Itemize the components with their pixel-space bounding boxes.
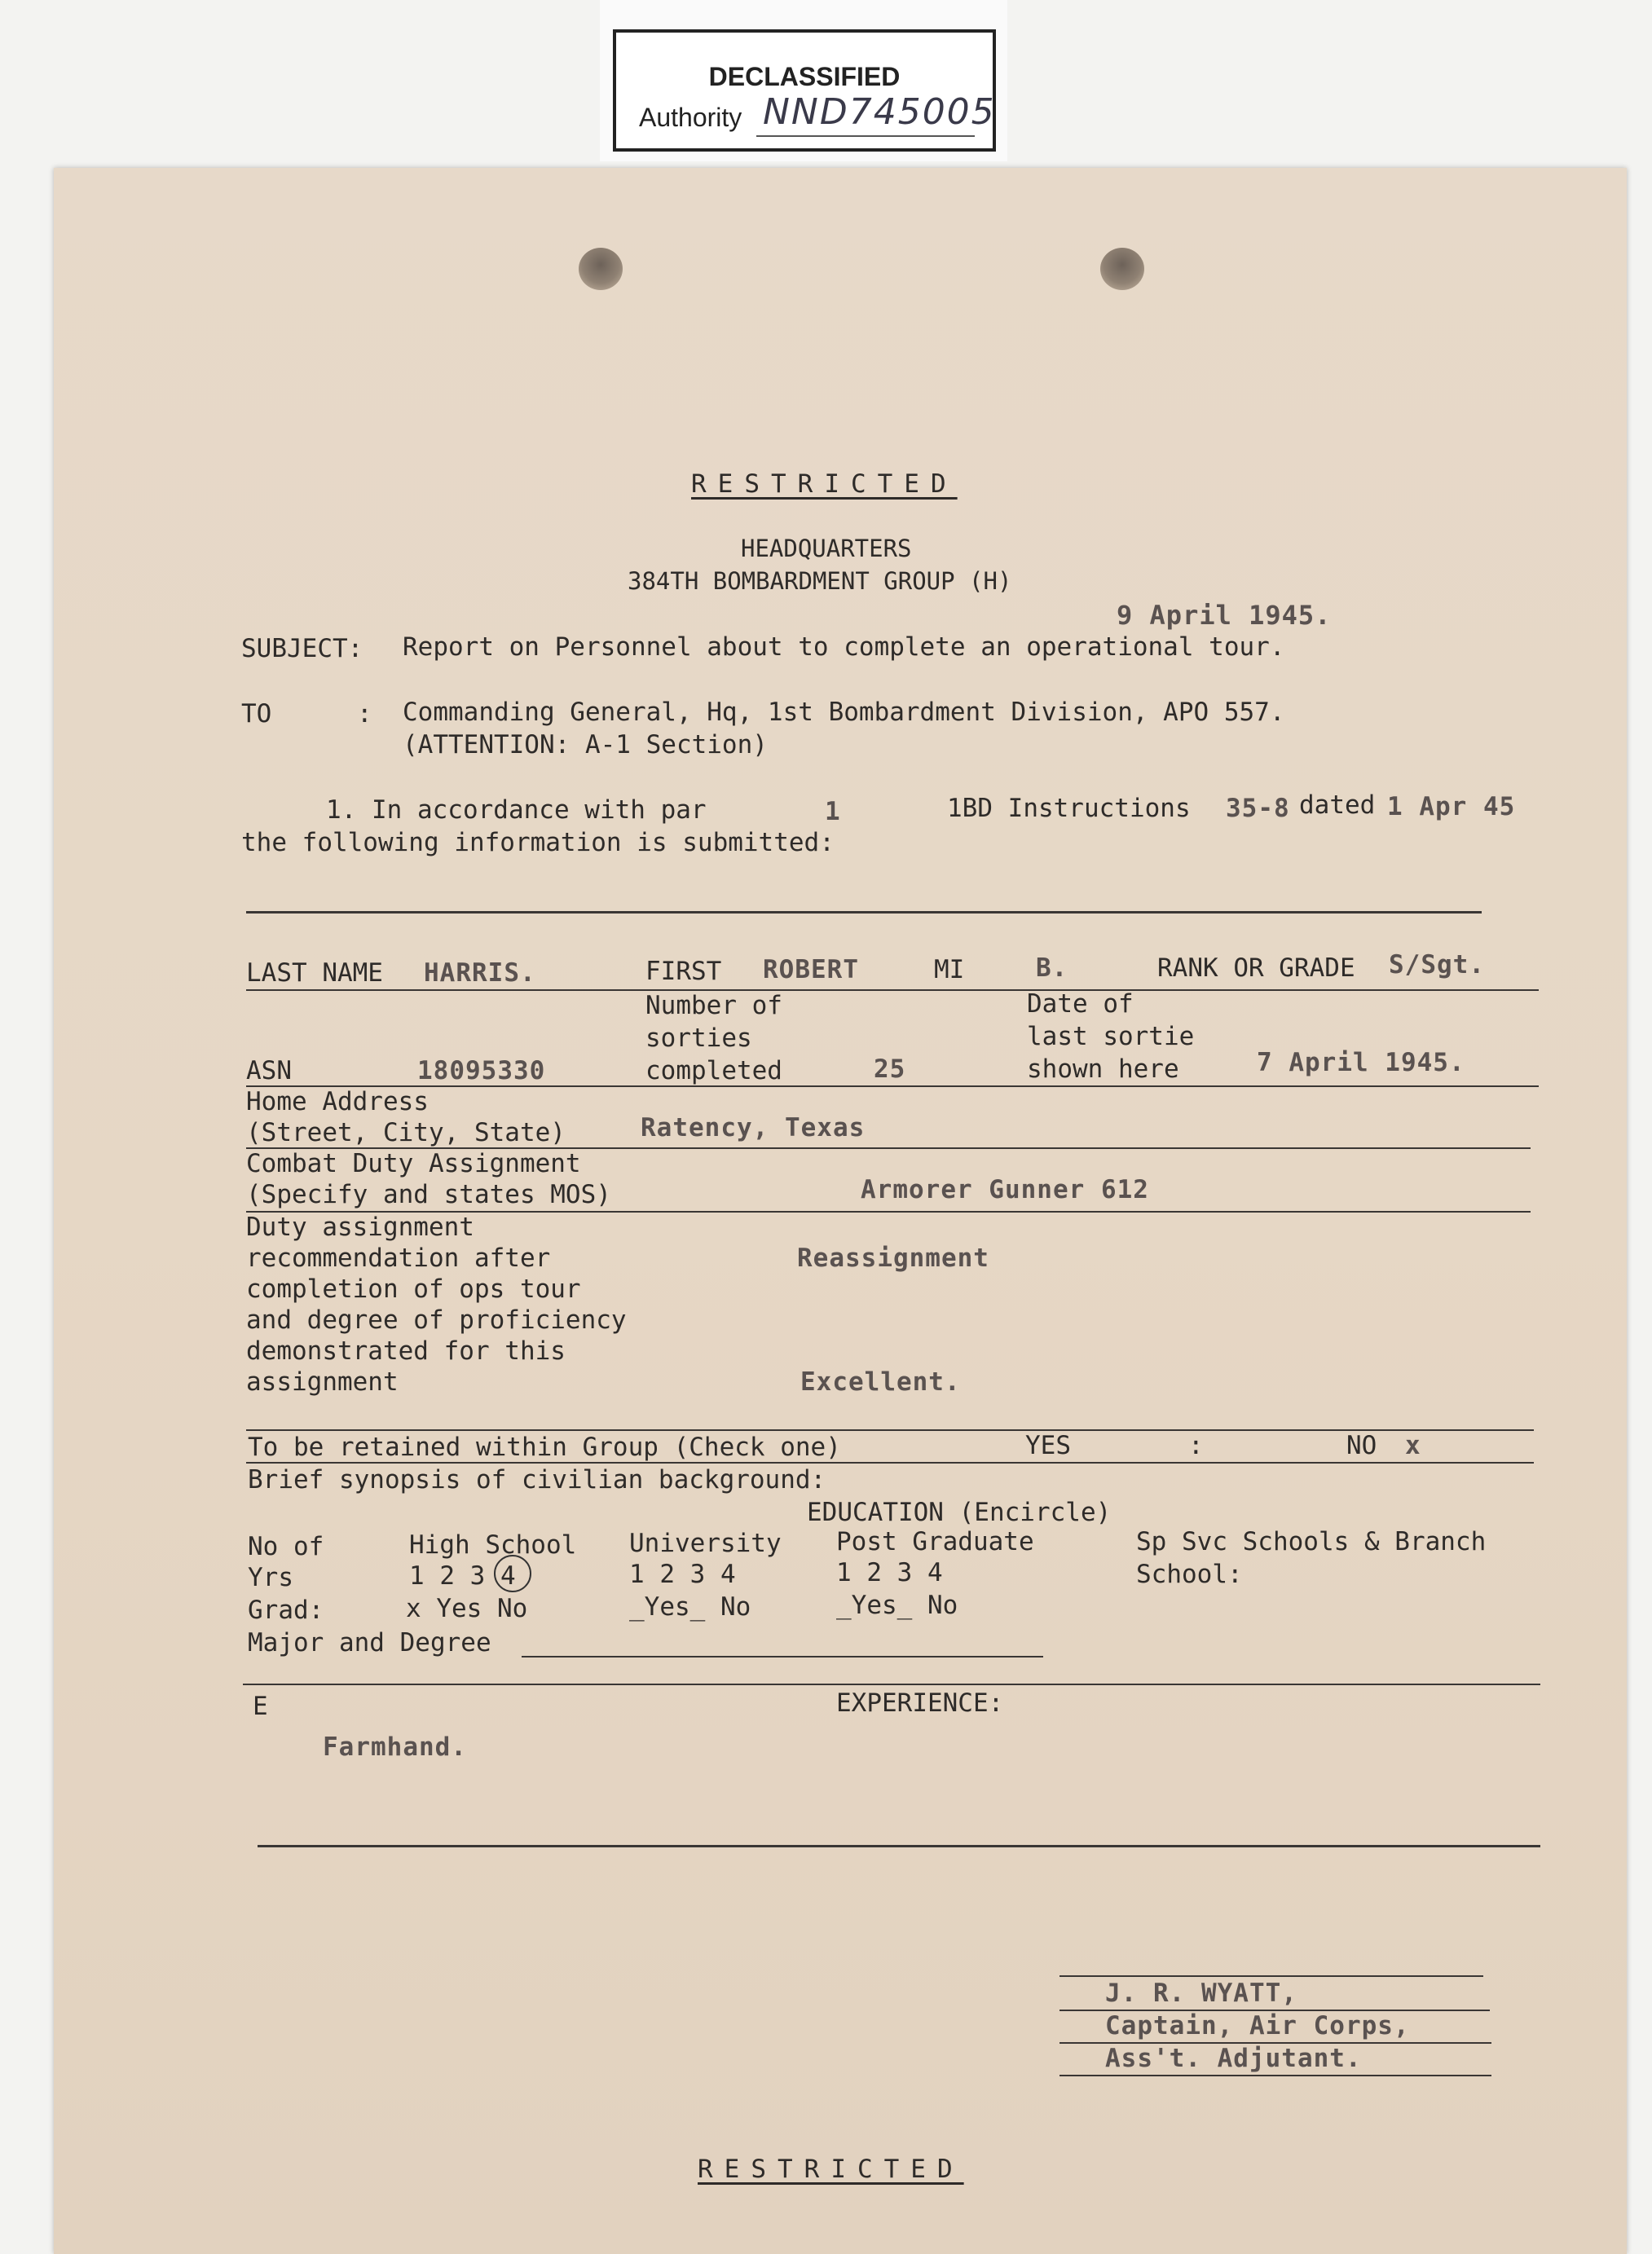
instruction-number: 35-8 (1226, 794, 1290, 823)
signer-rank: Captain, Air Corps, (1105, 2011, 1410, 2040)
to-colon: : (357, 699, 372, 729)
e-label: E (253, 1692, 268, 1721)
rank-label: RANK OR GRADE (1157, 953, 1355, 983)
row-line (246, 989, 1539, 991)
dated-label: dated (1299, 790, 1376, 820)
experience-value: Farmhand. (323, 1732, 467, 1762)
mi-value: B. (1036, 953, 1068, 983)
dated-value: 1 Apr 45 (1387, 792, 1516, 821)
subject-text: Report on Personnel about to complete an operational tour. (403, 632, 1285, 662)
education-label: EDUCATION (Encircle) (807, 1498, 1112, 1527)
duty-label-3: completion of ops tour (246, 1274, 581, 1304)
sorties-label-1: Number of (645, 991, 782, 1020)
group-heading: 384TH BOMBARDMENT GROUP (H) (628, 567, 1012, 595)
row-line (243, 1684, 1540, 1685)
grad-label: Grad: (248, 1596, 324, 1625)
para1-text: 1. In accordance with par (326, 795, 707, 825)
duty-recommendation-value: Reassignment (797, 1244, 989, 1273)
university-label: University (629, 1529, 782, 1558)
last-name-value: HARRIS. (424, 958, 536, 988)
sp-svc-label-1: Sp Svc Schools & Branch (1136, 1527, 1487, 1556)
synopsis-label: Brief synopsis of civilian background: (248, 1465, 826, 1495)
pg-years: 1 2 3 4 (836, 1558, 943, 1587)
punch-hole-right (1100, 248, 1144, 290)
proficiency-value: Excellent. (800, 1367, 961, 1397)
signer-name: J. R. WYATT, (1105, 1979, 1297, 2008)
to-line2: (ATTENTION: A-1 Section) (403, 730, 768, 759)
first-label: FIRST (645, 957, 722, 986)
rank-value: S/Sgt. (1389, 950, 1485, 980)
univ-grad: _Yes_ No (629, 1592, 751, 1622)
report-date: 9 April 1945. (1117, 600, 1332, 631)
stamp-authority-underline (756, 135, 975, 137)
univ-years: 1 2 3 4 (629, 1560, 736, 1589)
home-value: Ratency, Texas (641, 1113, 866, 1142)
to-line1: Commanding General, Hq, 1st Bombardment Division, APO 557. (403, 698, 1285, 727)
signature-line (1059, 2075, 1491, 2076)
para1-line2: the following information is submitted: (241, 828, 835, 857)
experience-label: EXPERIENCE: (836, 1688, 1004, 1718)
stamp-authority-value: NND745005 (763, 91, 996, 133)
document-page (54, 168, 1627, 2254)
last-sortie-label-3: shown here (1027, 1054, 1179, 1084)
no-of-label: No of (248, 1532, 324, 1561)
combat-label-2: (Specify and states MOS) (246, 1180, 611, 1209)
home-label-2: (Street, City, State) (246, 1118, 566, 1147)
to-label: TO (241, 699, 272, 729)
duty-label-6: assignment (246, 1367, 399, 1397)
restricted-top: RESTRICTED (691, 469, 958, 499)
high-school-label: High School (409, 1530, 577, 1560)
sorties-label-2: sorties (645, 1024, 752, 1053)
declassified-stamp (613, 29, 996, 152)
signer-title: Ass't. Adjutant. (1105, 2044, 1362, 2073)
hq-heading: HEADQUARTERS (741, 535, 912, 562)
duty-label-2: recommendation after (246, 1244, 551, 1273)
duty-label-5: demonstrated for this (246, 1336, 566, 1366)
home-label-1: Home Address (246, 1087, 429, 1116)
retained-colon: : (1188, 1431, 1204, 1460)
row-line (246, 1462, 1534, 1464)
duty-label-4: and degree of proficiency (246, 1305, 627, 1335)
row-line (246, 1085, 1539, 1087)
row-line (246, 1429, 1534, 1431)
first-value: ROBERT (763, 955, 859, 984)
combat-value: Armorer Gunner 612 (861, 1175, 1149, 1204)
major-label: Major and Degree (248, 1628, 491, 1657)
last-sortie-label-1: Date of (1027, 989, 1134, 1019)
sp-svc-label-2: School: (1136, 1560, 1243, 1589)
hs-years: 1 2 3 4 (409, 1561, 516, 1591)
last-sortie-value: 7 April 1945. (1257, 1048, 1465, 1077)
signature-line (1059, 1975, 1483, 1977)
major-line (522, 1656, 1043, 1657)
no-label: NO (1346, 1431, 1377, 1460)
hs-years-circle (494, 1555, 531, 1592)
yrs-label: Yrs (248, 1563, 293, 1592)
post-graduate-label: Post Graduate (836, 1527, 1034, 1556)
sorties-label-3: completed (645, 1056, 782, 1085)
punch-hole-left (579, 248, 623, 290)
stamp-authority-label: Authority (639, 103, 742, 132)
sorties-value: 25 (874, 1054, 906, 1084)
asn-label: ASN (246, 1056, 292, 1085)
para-number: 1 (825, 797, 841, 826)
pg-grad: _Yes_ No (836, 1591, 958, 1620)
instructions-label: 1BD Instructions (947, 794, 1191, 823)
mi-label: MI (934, 955, 965, 984)
subject-label: SUBJECT: (241, 634, 363, 663)
stamp-title: DECLASSIFIED (708, 62, 901, 91)
restricted-bottom: RESTRICTED (698, 2155, 964, 2184)
divider (246, 911, 1482, 913)
yes-label: YES (1025, 1431, 1071, 1460)
combat-label-1: Combat Duty Assignment (246, 1149, 581, 1178)
last-name-label: LAST NAME (246, 958, 383, 988)
duty-label-1: Duty assignment (246, 1213, 474, 1242)
no-mark: x (1405, 1431, 1421, 1460)
last-sortie-label-2: last sortie (1027, 1022, 1195, 1051)
retained-label: To be retained within Group (Check one) (248, 1433, 841, 1462)
divider (258, 1845, 1540, 1847)
hs-grad: x Yes No (406, 1594, 528, 1623)
asn-value: 18095330 (417, 1056, 546, 1085)
